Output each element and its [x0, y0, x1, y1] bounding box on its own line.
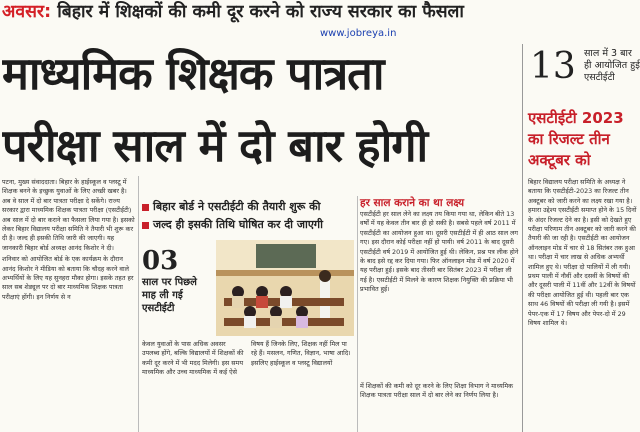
kicker-text: बिहार में शिक्षकों की कमी दूर करने को राज्य सरकार का फैसला: [57, 2, 464, 22]
sidebar-stat-number: 13: [530, 46, 576, 87]
sidebar-stat-text: साल में 3 बार ही आयोजित हुई एसटीईटी: [584, 48, 640, 83]
stat-box-number: 03: [142, 246, 179, 276]
highlight-bullets: [142, 198, 354, 234]
classroom-photo: [216, 240, 354, 336]
kicker-label: अवसर:: [2, 2, 52, 22]
bullet-item: जल्द ही इसकी तिथि घोषित कर दी जाएगी: [142, 216, 354, 234]
stat-box-text: साल पर पिछले माह ली गई एसटीईटी: [142, 277, 197, 314]
subsection-footer-text: में शिक्षकों की कमी को दूर करने के लिए शिक्षा विभाग ने माध्यमिक शिक्षक पात्रता परीक्षा साल में दो बार लेने का निर्णय लिया है।: [360, 382, 514, 400]
subsection-body: एसटीईटी हर साल लेने का लक्ष्य तय किया गया था, लेकिन बीते 13 वर्षों में यह केवल तीन बार ही हो सकी है। सबसे पहले वर्ष 2011 में एसटीईटी का आयोजन हुआ था। दूसरी एसटीईटी में ही आठ साल लग गए। इस दौरान कोई परीक्षा नहीं हो पायी। वर्ष 2011 के बाद दूसरी एसटीईटी वर्ष 2019 में आयोजित हुई थी। लेकिन, प्रश्न पत्र लीक होने के बाद इसे रद्द कर दिया गया। फिर ऑनलाइन मोड में वर्ष 2020 में यह परीक्षा हुई। इसके बाद तीसरी बार सितंबर 2023 में परीक्षा ली गई है। एसटीईटी में मिलने के कारण शिक्षक नियुक्ति की प्रक्रिया भी प्रभावित हुई।: [360, 210, 519, 294]
column-divider: [138, 176, 139, 432]
result-body: बिहार विद्यालय परीक्षा समिति के अध्यक्ष ने बताया कि एसटीईटी-2023 का रिजल्ट तीन अक्टूबर को जारी करने का लक्ष्य रखा गया है। हमारा उद्देश्य एसटीईटी समाप्त होने के 15 दिनों के अंदर रिजल्ट देने का है। इसी को देखते हुए परीक्षा परिणाम तीन अक्टूबर को जारी करने की तैयारी की जा रही है। एसटीईटी का आयोजन ऑनलाइन मोड में चार से 18 सितंबर तक हुआ था। परीक्षा में चार लाख से अधिक अभ्यर्थी शामिल हुए थे। परीक्षा दो पालियों में ली गयी। प्रथम पाली में नौवीं और दसवीं के विषयों की और दूसरी पाली में 11वीं और 12वीं के विषयों की परीक्षा आयोजित हुई थी। पहली बार एक साथ 46 विषयों की परीक्षा ली गयी है। इसमें पेपर-एक में 17 विषय और पेपर-दो में 29 विषय शामिल थे।: [528, 178, 637, 328]
sidebar-stat: [528, 44, 640, 104]
bullet-item: बिहार बोर्ड ने एसटीईटी की तैयारी शुरू की: [142, 198, 354, 216]
headline-line-1: माध्यमिक शिक्षक पात्रता: [2, 47, 384, 100]
watermark-link[interactable]: www.jobreya.in: [320, 28, 397, 39]
bullet-square-icon: [142, 204, 149, 211]
sidebar-divider: [522, 44, 523, 432]
bullet-square-icon: [142, 222, 149, 229]
headline-line-2: परीक्षा साल में दो बार होगी: [2, 119, 428, 172]
left-paragraph-1: पटना, मुख्य संवाददाता। बिहार के हाईस्कूल व प्लस्टू में शिक्षक बनने के इच्छुक युवाओं के लिए अच्छी खबर है। अब वे साल में दो बार पात्रता परीक्षा दे सकेंगे। राज्य सरकार द्वारा माध्यमिक शिक्षक पात्रता परीक्षा (एसटीईटी) अब साल में दो बार कराने का फैसला लिया गया है। इसको लेकर बिहार विद्यालय परीक्षा समिति ने तैयारी भी शुरू कर दी है। जल्द ही इसकी तिथि जारी की जाएगी। यह जानकारी बिहार बोर्ड अध्यक्ष आनंद किशोर ने दी।: [2, 178, 135, 252]
left-paragraph-2: शनिवार को आयोजित बोर्ड के एक कार्यक्रम के दौरान आनंद किशोर ने मीडिया को बताया कि चौदह करने वाले अभ्यर्थियों के लिए यह सुनहरा मौका होगा। इसके तहत हर साल सब शेड्यूल पर दो बार माध्यमिक शिक्षक पात्रता परीक्षाएं होंगी। इन निर्णय से न: [2, 255, 134, 301]
result-headline: एसटीईटी 2023 का रिजल्ट तीन अक्टूबर को: [528, 109, 624, 169]
subsection-headline: हर साल कराने का था लक्ष्य: [360, 197, 465, 209]
left-article-column: [2, 178, 136, 432]
stat-box: [142, 246, 214, 336]
column-divider: [357, 196, 358, 432]
kicker-headline: [2, 0, 527, 24]
middle-article-text: केवल युवाओं के पास अधिक अवसर उपलब्ध होंगे, बल्कि विद्यालयों में शिक्षकों की कमी दूर करने में भी मदद मिलेगी। इस समय माध्यमिक और उच्च माध्यमिक में कई ऐसे विषय हैं जिनके लिए, शिक्षक नहीं मिल पा रहे हैं। मसलन, गणित, विज्ञान, भाषा आदि। इसलिए हाईस्कूल व प्लस्टू विद्यालयों: [142, 340, 351, 377]
